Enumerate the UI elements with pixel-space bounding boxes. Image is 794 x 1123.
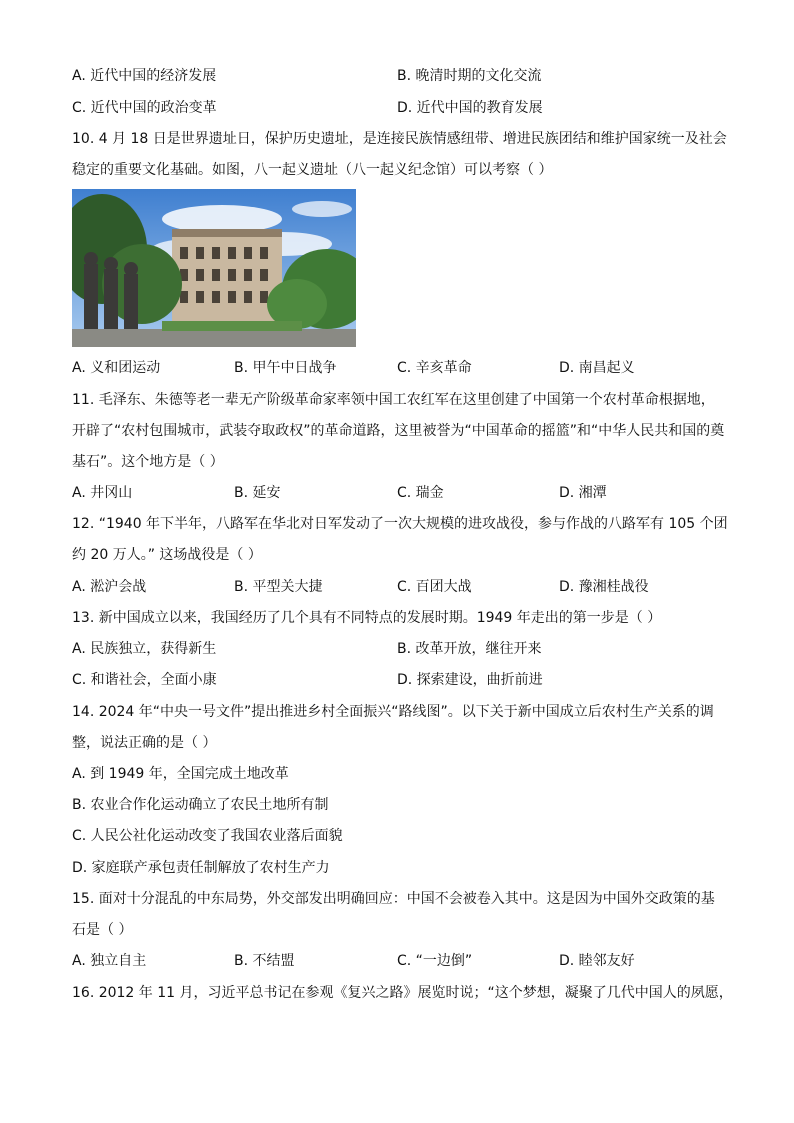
q11-option-d: D. 湘潭 [559, 485, 607, 501]
q11-option-a: A. 井冈山 [72, 485, 133, 501]
q12-option-d: D. 豫湘桂战役 [559, 579, 649, 595]
q14-stem-line2: 整，说法正确的是（ ） [72, 735, 217, 751]
q14-stem-line1: 14. 2024 年“中央一号文件”提出推进乡村全面振兴“路线图”。以下关于新中国成立后农村生产关系的调 [72, 704, 714, 720]
q11-option-c: C. 瑞金 [397, 485, 444, 501]
q10-option-c: C. 辛亥革命 [397, 360, 472, 376]
q11-option-b: B. 延安 [234, 485, 281, 501]
q9-option-a: A. 近代中国的经济发展 [72, 68, 217, 84]
q13-option-a: A. 民族独立，获得新生 [72, 641, 217, 657]
q11-stem-line1: 11. 毛泽东、朱德等老一辈无产阶级革命家率领中国工农红军在这里创建了中国第一个农村革命根据地， [72, 392, 715, 408]
q14-option-c: C. 人民公社化运动改变了我国农业落后面貌 [72, 828, 343, 844]
q12-option-a: A. 淞沪会战 [72, 579, 147, 595]
q14-option-a: A. 到 1949 年，全国完成土地改革 [72, 766, 289, 782]
q13-option-b: B. 改革开放，继往开来 [397, 641, 542, 657]
q15-option-d: D. 睦邻友好 [559, 953, 635, 969]
q11-stem-line3: 基石”。这个地方是（ ） [72, 454, 224, 470]
q12-stem-line2: 约 20 万人。” 这场战役是（ ） [72, 547, 262, 563]
q15-option-a: A. 独立自主 [72, 953, 147, 969]
q13-stem-line1: 13. 新中国成立以来，我国经历了几个具有不同特点的发展时期。1949 年走出的第一步是（ ） [72, 610, 662, 626]
q10-option-b: B. 甲午中日战争 [234, 360, 337, 376]
q9-option-d: D. 近代中国的教育发展 [397, 100, 543, 116]
q14-option-d: D. 家庭联产承包责任制解放了农村生产力 [72, 860, 330, 876]
q13-option-c: C. 和谐社会，全面小康 [72, 672, 217, 688]
q14-option-b: B. 农业合作化运动确立了农民土地所有制 [72, 797, 329, 813]
q12-option-b: B. 平型关大捷 [234, 579, 323, 595]
q9-option-c: C. 近代中国的政治变革 [72, 100, 217, 116]
q13-option-d: D. 探索建设，曲折前进 [397, 672, 543, 688]
memorial-photo [72, 189, 356, 347]
q12-stem-line1: 12. “1940 年下半年，八路军在华北对日军发动了一次大规模的进攻战役，参与作战的八路军有 105 个团 [72, 516, 728, 532]
q10-option-d: D. 南昌起义 [559, 360, 635, 376]
q11-stem-line2: 开辟了“农村包围城市，武装夺取政权”的革命道路，这里被誉为“中国革命的摇篮”和“中华人民共和国的奠 [72, 423, 725, 439]
q10-option-a: A. 义和团运动 [72, 360, 161, 376]
q10-stem-line1: 10. 4 月 18 日是世界遗址日，保护历史遗址，是连接民族情感纽带、增进民族团结和维护国家统一及社会 [72, 131, 727, 147]
q15-stem-line1: 15. 面对十分混乱的中东局势，外交部发出明确回应：中国不会被卷入其中。这是因为中国外交政策的基 [72, 891, 715, 907]
q15-option-b: B. 不结盟 [234, 953, 295, 969]
q15-stem-line2: 石是（ ） [72, 922, 133, 938]
q16-stem-line1: 16. 2012 年 11 月，习近平总书记在参观《复兴之路》展览时说；“这个梦想，凝聚了几代中国人的夙愿， [72, 985, 733, 1001]
q10-stem-line2: 稳定的重要文化基础。如图，八一起义遗址（八一起义纪念馆）可以考察（ ） [72, 162, 553, 178]
q15-option-c: C. “一边倒” [397, 953, 473, 969]
q9-option-b: B. 晚清时期的文化交流 [397, 68, 542, 84]
q12-option-c: C. 百团大战 [397, 579, 472, 595]
